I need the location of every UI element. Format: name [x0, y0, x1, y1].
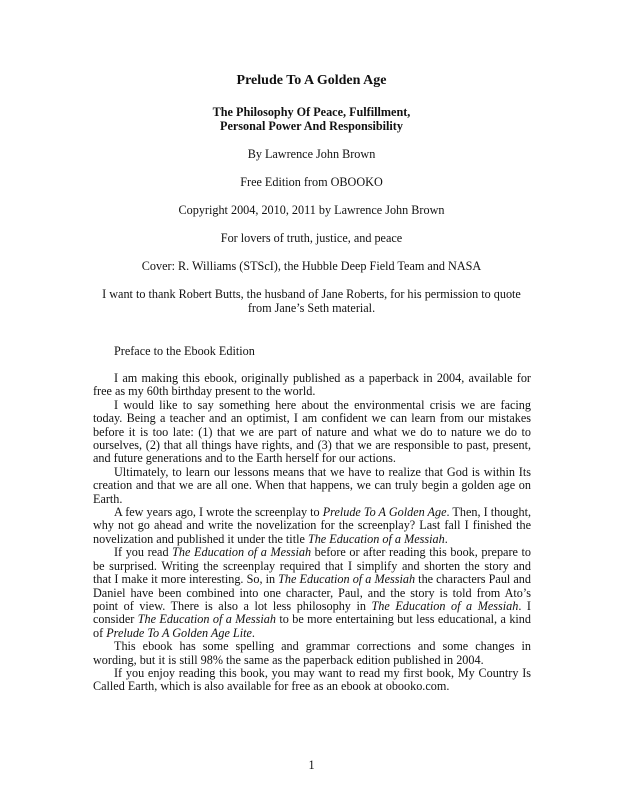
subtitle-line-2: Personal Power And Responsibility	[220, 119, 403, 133]
paragraph-4	[93, 506, 531, 546]
paragraph-6: This ebook has some spelling and grammar corrections and some changes in wording, but it is still 98% the same as the paperback edition published in 2004.	[93, 639, 531, 667]
acknowledgement: I want to thank Robert Butts, the husband of Jane Roberts, for his permission to quote from Jane’s Seth material.	[102, 287, 521, 315]
book-title-italic: Prelude To A Golden Age Lite	[106, 625, 252, 640]
text: .	[251, 625, 255, 640]
text: . I consider	[93, 598, 531, 627]
paragraph-1: I am making this ebook, originally published as a paperback in 2004, available for free as my 60th birthday present to the world.	[93, 371, 531, 399]
book-title-italic: The Education of a Messiah	[137, 612, 276, 627]
page-number: 1	[308, 758, 315, 772]
edition-line: Free Edition from OBOOKO	[240, 175, 383, 189]
book-title: Prelude To A Golden Age	[236, 73, 387, 88]
book-title-italic: The Education of a Messiah	[278, 572, 416, 587]
paragraph-5	[93, 546, 531, 640]
copyright-line: Copyright 2004, 2010, 2011 by Lawrence John Brown	[178, 203, 445, 217]
preface-heading: Preface to the Ebook Edition	[114, 344, 255, 358]
book-title-italic: The Education of a Messiah	[307, 531, 445, 546]
author-line: By Lawrence John Brown	[247, 147, 376, 161]
text: to be more entertaining but less educational, a kind of	[93, 612, 531, 640]
text: .	[444, 531, 448, 546]
book-title-italic: Prelude To A Golden Age	[322, 505, 447, 520]
text: the characters Paul and Daniel have been combined into one character, Paul, and the story is told from Ato’s point of view. There is also a lot less philosophy in	[93, 572, 531, 613]
paragraph-3: Ultimately, to learn our lessons means that we have to realize that God is within Its creation and that we are all one. When that happens, we can truly begin a golden age on Earth.	[93, 464, 531, 506]
book-title-italic: The Education of a Messiah	[371, 598, 519, 613]
dedication-line: For lovers of truth, justice, and peace	[220, 231, 403, 245]
text: before or after reading this book, prepare to be surprised. Writing the screenplay required that I simplify and shorten the story and that I make it more interesting. So, in	[93, 545, 532, 587]
text: A few years ago, I wrote the screenplay to	[114, 505, 323, 520]
paragraph-2: I would like to say something here about the environmental crisis we are facing today. Being a teacher and an optimist, I am confident we can learn from our mistakes before it is too late: (1) that we are part of nature and what we do to nature we do to ourselves, (2) that all things have rights, and (3) that we are responsible to past, present, and future generations and to the Earth herself for our actions.	[93, 397, 531, 466]
text: . Then, I thought, why not go ahead and write the novelization for the screenplay? Last fall I finished the novelization and published it under the title	[93, 505, 531, 546]
paragraph-7: If you enjoy reading this book, you may want to read my first book, My Country Is Called Earth, which is also available for free as an ebook at obooko.com.	[93, 665, 531, 694]
cover-credit: Cover: R. Williams (STScI), the Hubble Deep Field Team and NASA	[141, 259, 482, 273]
book-title-italic: The Education of a Messiah	[172, 545, 312, 560]
preface-body	[93, 372, 531, 694]
subtitle-line-1: The Philosophy Of Peace, Fulfillment,	[212, 105, 411, 119]
text: If you read	[114, 545, 173, 560]
